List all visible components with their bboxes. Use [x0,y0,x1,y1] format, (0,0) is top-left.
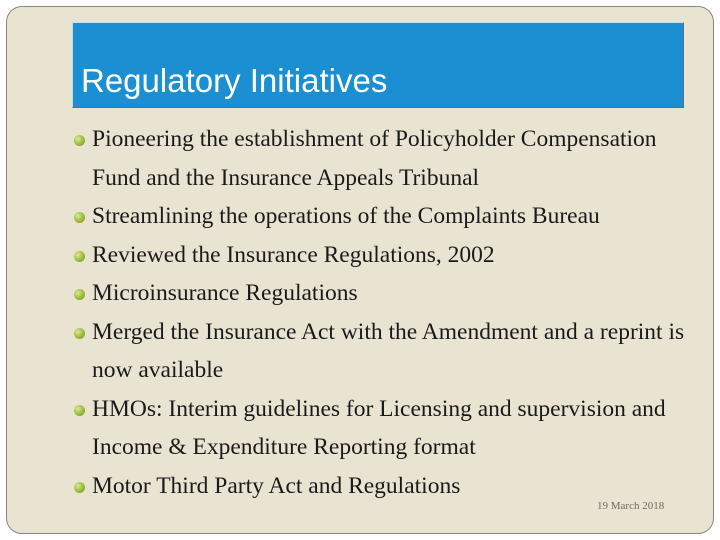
bullet-text: Pioneering the establishment of Policyholder Compensation Fund and the Insurance Appeals Tribunal [92,126,657,191]
title-bar [72,22,684,108]
bullet-dot-icon [74,135,85,146]
bullet-text: Merged the Insurance Act with the Amendment and a reprint is now available [92,318,685,383]
bullet-text: Reviewed the Insurance Regulations, 2002 [92,241,495,268]
bullet-text: Motor Third Party Act and Regulations [92,472,461,499]
bullet-dot-icon [74,251,85,262]
footer-date: 19 March 2018 [597,500,665,512]
bullet-dot-icon [74,405,85,416]
bullet-item [72,313,708,390]
bullet-dot-icon [74,328,85,339]
bullet-item [72,390,708,467]
bullet-dot-icon [74,289,85,300]
bullet-text: HMOs: Interim guidelines for Licensing and supervision and Income & Expenditure Reporting format [92,395,666,460]
bullet-item [72,274,708,313]
bullet-item [72,236,708,275]
slide-title: Regulatory Initiatives [81,62,388,99]
bullet-item [72,197,708,236]
bullet-text: Microinsurance Regulations [92,280,358,306]
bullet-item [72,120,708,197]
bullet-text: Streamlining the operations of the Complaints Bureau [92,203,600,229]
bullet-dot-icon [74,212,85,223]
bullet-list [72,120,708,505]
bullet-dot-icon [74,482,85,493]
